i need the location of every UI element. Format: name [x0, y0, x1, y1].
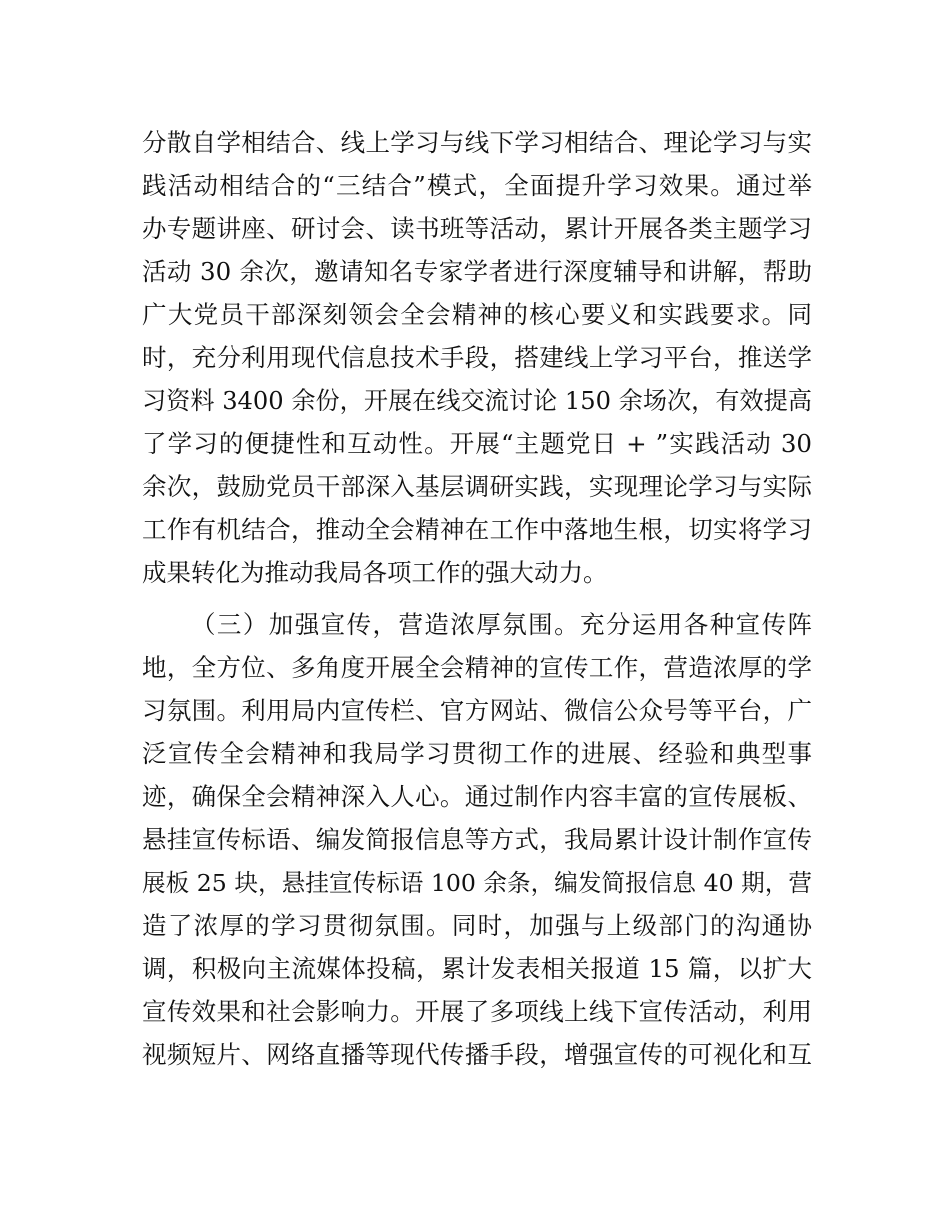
paragraph-2-line-11: 视频短片、网络直播等现代传播手段，增强宣传的可视化和互	[142, 1040, 812, 1069]
paragraph-2-line-4: 泛宣传全会精神和我局学习贯彻工作的进展、经验和典型事	[142, 739, 812, 768]
paragraph-1-line-2: 践活动相结合的“三结合”模式，全面提升学习效果。通过举	[142, 171, 812, 200]
paragraph-1-line-8: 了学习的便捷性和互动性。开展“主题党日 + ”实践活动 30	[142, 429, 812, 458]
paragraph-2-line-7: 展板 25 块，悬挂宣传标语 100 余条，编发简报信息 40 期，营	[142, 869, 812, 897]
paragraph-2-line-2: 地，全方位、多角度开展全会精神的宣传工作，营造浓厚的学	[142, 653, 812, 682]
paragraph-1-line-6: 时，充分利用现代信息技术手段，搭建线上学习平台，推送学	[142, 343, 812, 372]
paragraph-1-line-9: 余次，鼓励党员干部深入基层调研实践，实现理论学习与实际	[142, 472, 812, 501]
paragraph-2-line-8: 造了浓厚的学习贯彻氛围。同时，加强与上级部门的沟通协	[142, 911, 812, 940]
paragraph-2-line-6: 悬挂宣传标语、编发简报信息等方式，我局累计设计制作宣传	[142, 825, 812, 854]
paragraph-1-line-11: 成果转化为推动我局各项工作的强大动力。	[142, 558, 608, 587]
paragraph-2-line-1: （三）加强宣传，营造浓厚氛围。充分运用各种宣传阵	[191, 610, 812, 639]
paragraph-1-line-4: 活动 30 余次，邀请知名专家学者进行深度辅导和讲解，帮助	[142, 257, 812, 286]
paragraph-2-line-9: 调，积极向主流媒体投稿，累计发表相关报道 15 篇，以扩大	[142, 954, 812, 983]
paragraph-2-line-5: 迹，确保全会精神深入人心。通过制作内容丰富的宣传展板、	[142, 782, 812, 811]
paragraph-1-line-1: 分散自学相结合、线上学习与线下学习相结合、理论学习与实	[142, 128, 812, 157]
paragraph-1-line-3: 办专题讲座、研讨会、读书班等活动，累计开展各类主题学习	[142, 214, 812, 243]
paragraph-1-line-5: 广大党员干部深刻领会全会精神的核心要义和实践要求。同	[142, 300, 812, 329]
paragraph-2-line-10: 宣传效果和社会影响力。开展了多项线上线下宣传活动，利用	[142, 997, 812, 1026]
paragraph-1-line-7: 习资料 3400 余份，开展在线交流讨论 150 余场次，有效提高	[142, 387, 812, 415]
paragraph-2-line-3: 习氛围。利用局内宣传栏、官方网站、微信公众号等平台，广	[142, 696, 812, 725]
paragraph-1-line-10: 工作有机结合，推动全会精神在工作中落地生根，切实将学习	[142, 515, 812, 544]
